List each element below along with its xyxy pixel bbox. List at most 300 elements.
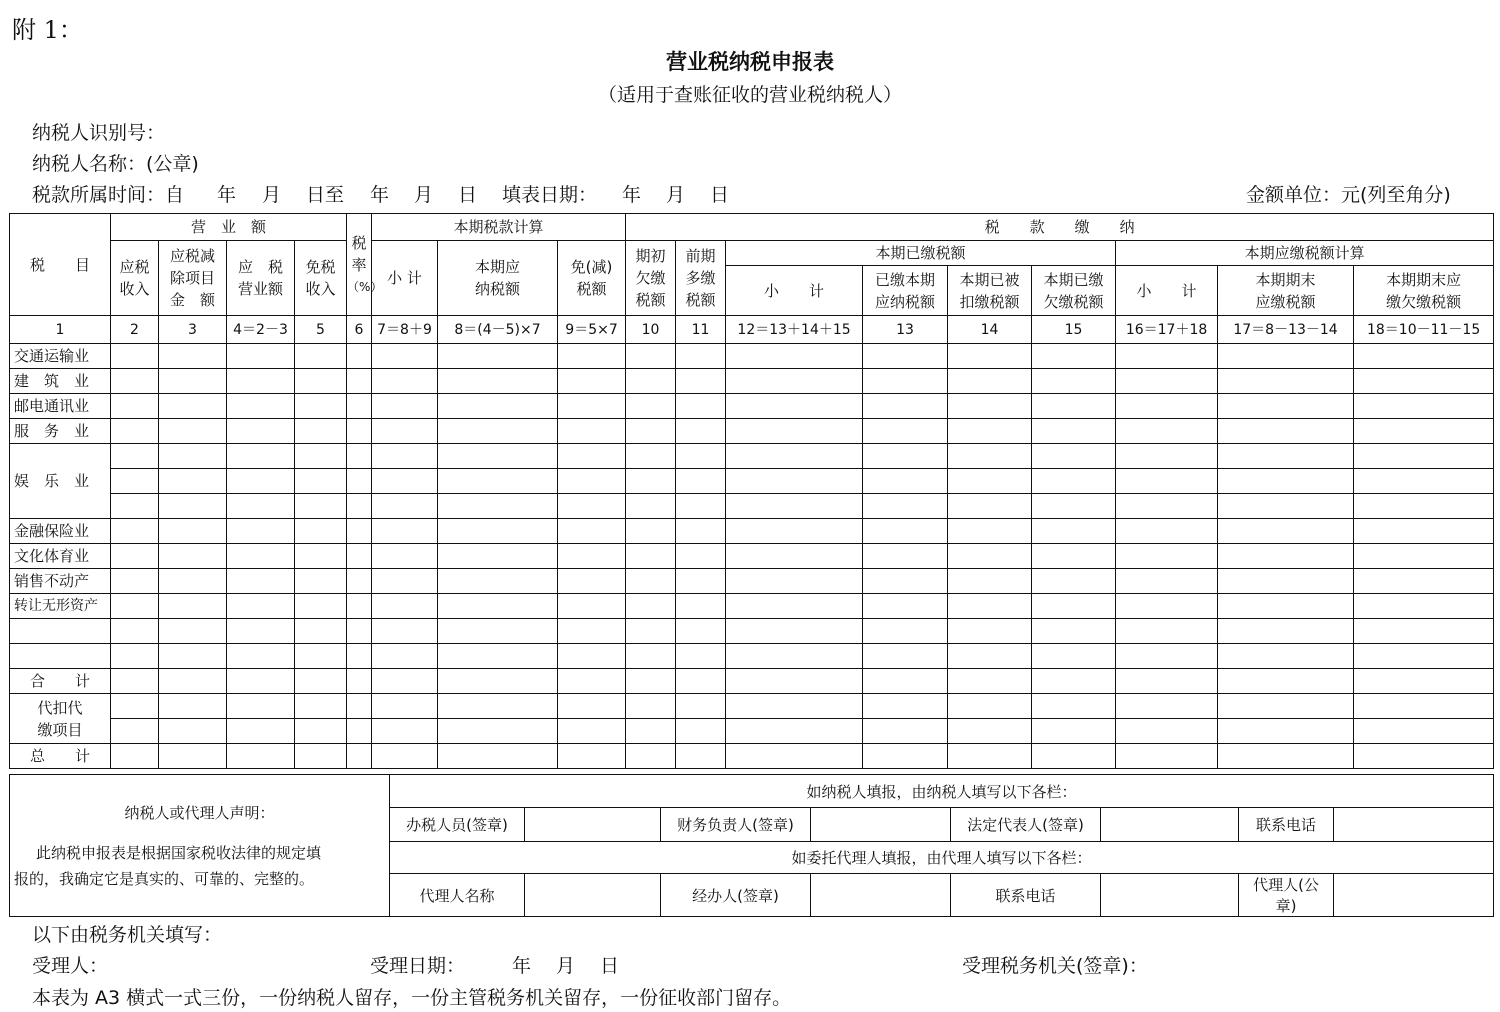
table-cell[interactable] bbox=[626, 594, 676, 619]
table-row bbox=[10, 519, 1494, 544]
table-cell[interactable] bbox=[347, 619, 372, 644]
table-cell[interactable] bbox=[1116, 494, 1218, 519]
table-cell[interactable] bbox=[1116, 519, 1218, 544]
table-cell[interactable] bbox=[626, 619, 676, 644]
table-cell[interactable] bbox=[863, 619, 948, 644]
table-cell[interactable] bbox=[1116, 719, 1218, 744]
table-cell[interactable] bbox=[1218, 644, 1354, 669]
table-cell[interactable] bbox=[227, 494, 295, 519]
table-cell[interactable] bbox=[1354, 469, 1494, 494]
table-cell[interactable] bbox=[1218, 569, 1354, 594]
table-cell[interactable] bbox=[347, 444, 372, 469]
table-cell[interactable] bbox=[1032, 344, 1116, 369]
table-cell[interactable] bbox=[1218, 719, 1354, 744]
table-cell[interactable] bbox=[372, 619, 438, 644]
clerk-signature-field[interactable] bbox=[525, 808, 661, 842]
table-cell[interactable] bbox=[295, 544, 347, 569]
table-cell[interactable] bbox=[438, 519, 558, 544]
table-cell[interactable] bbox=[676, 494, 726, 519]
table-cell[interactable] bbox=[159, 594, 227, 619]
table-cell[interactable] bbox=[227, 594, 295, 619]
table-cell[interactable] bbox=[438, 694, 558, 719]
table-cell[interactable] bbox=[676, 644, 726, 669]
table-cell[interactable] bbox=[676, 744, 726, 769]
table-cell[interactable] bbox=[227, 669, 295, 694]
agent-name-field[interactable] bbox=[525, 874, 661, 917]
table-cell[interactable] bbox=[1354, 344, 1494, 369]
table-cell[interactable] bbox=[347, 744, 372, 769]
table-cell[interactable] bbox=[111, 444, 159, 469]
table-cell[interactable] bbox=[626, 344, 676, 369]
table-cell[interactable] bbox=[558, 369, 626, 394]
table-cell[interactable] bbox=[1032, 569, 1116, 594]
table-cell[interactable] bbox=[1032, 419, 1116, 444]
table-cell[interactable] bbox=[1218, 694, 1354, 719]
table-cell[interactable] bbox=[159, 744, 227, 769]
table-cell[interactable] bbox=[347, 469, 372, 494]
table-cell[interactable] bbox=[227, 694, 295, 719]
table-cell[interactable] bbox=[1032, 469, 1116, 494]
table-cell[interactable] bbox=[1032, 744, 1116, 769]
table-cell[interactable] bbox=[347, 694, 372, 719]
table-cell[interactable] bbox=[1032, 519, 1116, 544]
table-cell[interactable] bbox=[726, 594, 863, 619]
table-cell[interactable] bbox=[111, 494, 159, 519]
table-cell[interactable] bbox=[626, 719, 676, 744]
table-cell[interactable] bbox=[863, 569, 948, 594]
table-cell[interactable] bbox=[372, 669, 438, 694]
table-cell[interactable] bbox=[726, 444, 863, 469]
table-cell[interactable] bbox=[948, 494, 1032, 519]
table-cell[interactable] bbox=[438, 644, 558, 669]
table-cell[interactable] bbox=[1116, 619, 1218, 644]
table-cell[interactable] bbox=[1032, 694, 1116, 719]
table-cell[interactable] bbox=[948, 569, 1032, 594]
table-cell[interactable] bbox=[295, 694, 347, 719]
legal-rep-signature-field[interactable] bbox=[1101, 808, 1239, 842]
table-cell[interactable] bbox=[372, 744, 438, 769]
table-cell[interactable] bbox=[948, 719, 1032, 744]
table-cell[interactable] bbox=[726, 369, 863, 394]
table-cell[interactable] bbox=[1218, 419, 1354, 444]
table-cell[interactable] bbox=[295, 469, 347, 494]
table-cell[interactable] bbox=[438, 444, 558, 469]
handler-signature-field[interactable] bbox=[811, 874, 951, 917]
table-cell[interactable] bbox=[1218, 669, 1354, 694]
table-cell[interactable] bbox=[1218, 444, 1354, 469]
table-cell[interactable] bbox=[626, 644, 676, 669]
table-cell[interactable] bbox=[676, 394, 726, 419]
table-cell[interactable] bbox=[558, 569, 626, 594]
table-cell[interactable] bbox=[1218, 394, 1354, 419]
table-cell[interactable] bbox=[1354, 369, 1494, 394]
table-cell[interactable] bbox=[347, 419, 372, 444]
table-cell[interactable] bbox=[726, 544, 863, 569]
table-cell[interactable] bbox=[558, 694, 626, 719]
table-cell[interactable] bbox=[1218, 594, 1354, 619]
table-cell[interactable] bbox=[159, 519, 227, 544]
table-cell[interactable] bbox=[227, 744, 295, 769]
table-cell[interactable] bbox=[295, 369, 347, 394]
table-cell[interactable] bbox=[1116, 744, 1218, 769]
table-cell[interactable] bbox=[1032, 644, 1116, 669]
table-cell[interactable] bbox=[948, 619, 1032, 644]
table-cell[interactable] bbox=[159, 719, 227, 744]
table-cell[interactable] bbox=[159, 544, 227, 569]
table-cell[interactable] bbox=[347, 369, 372, 394]
table-cell[interactable] bbox=[159, 469, 227, 494]
table-cell[interactable] bbox=[111, 344, 159, 369]
table-cell[interactable] bbox=[948, 744, 1032, 769]
table-cell[interactable] bbox=[558, 544, 626, 569]
table-cell[interactable] bbox=[626, 544, 676, 569]
table-cell[interactable] bbox=[863, 644, 948, 669]
table-cell[interactable] bbox=[372, 394, 438, 419]
table-cell[interactable] bbox=[948, 469, 1032, 494]
table-cell[interactable] bbox=[726, 469, 863, 494]
table-cell[interactable] bbox=[111, 544, 159, 569]
table-cell[interactable] bbox=[626, 444, 676, 469]
table-cell[interactable] bbox=[111, 369, 159, 394]
table-cell[interactable] bbox=[1218, 744, 1354, 769]
table-cell[interactable] bbox=[295, 744, 347, 769]
table-cell[interactable] bbox=[676, 344, 726, 369]
table-cell[interactable] bbox=[726, 344, 863, 369]
table-cell[interactable] bbox=[726, 569, 863, 594]
table-cell[interactable] bbox=[626, 394, 676, 419]
table-cell[interactable] bbox=[111, 569, 159, 594]
table-cell[interactable] bbox=[558, 344, 626, 369]
table-cell[interactable] bbox=[1354, 569, 1494, 594]
table-cell[interactable] bbox=[1354, 394, 1494, 419]
table-cell[interactable] bbox=[948, 644, 1032, 669]
table-cell[interactable] bbox=[558, 744, 626, 769]
table-cell[interactable] bbox=[558, 519, 626, 544]
table-cell[interactable] bbox=[676, 469, 726, 494]
table-cell[interactable] bbox=[347, 519, 372, 544]
table-cell[interactable] bbox=[863, 494, 948, 519]
table-cell[interactable] bbox=[227, 469, 295, 494]
table-cell[interactable] bbox=[1354, 669, 1494, 694]
table-cell[interactable] bbox=[438, 369, 558, 394]
table-cell[interactable] bbox=[1218, 619, 1354, 644]
table-cell[interactable] bbox=[1354, 544, 1494, 569]
table-cell[interactable] bbox=[948, 344, 1032, 369]
table-cell[interactable] bbox=[347, 494, 372, 519]
table-cell[interactable] bbox=[1116, 394, 1218, 419]
row-label-total: 合 计 bbox=[10, 669, 111, 694]
table-cell[interactable] bbox=[372, 444, 438, 469]
table-cell[interactable] bbox=[438, 669, 558, 694]
table-cell[interactable] bbox=[111, 419, 159, 444]
table-cell[interactable] bbox=[438, 469, 558, 494]
table-cell[interactable] bbox=[863, 369, 948, 394]
table-cell[interactable] bbox=[227, 369, 295, 394]
table-cell[interactable] bbox=[347, 394, 372, 419]
table-cell[interactable] bbox=[626, 469, 676, 494]
table-cell[interactable] bbox=[1354, 744, 1494, 769]
table-cell[interactable] bbox=[726, 494, 863, 519]
finance-head-signature-field[interactable] bbox=[811, 808, 951, 842]
table-cell[interactable] bbox=[626, 569, 676, 594]
table-cell[interactable] bbox=[438, 419, 558, 444]
table-cell[interactable] bbox=[676, 719, 726, 744]
table-cell[interactable] bbox=[726, 419, 863, 444]
table-cell[interactable] bbox=[295, 719, 347, 744]
table-cell[interactable] bbox=[1116, 469, 1218, 494]
table-cell[interactable] bbox=[1116, 369, 1218, 394]
table-cell[interactable] bbox=[676, 369, 726, 394]
table-cell[interactable] bbox=[372, 494, 438, 519]
table-cell[interactable] bbox=[726, 744, 863, 769]
table-cell[interactable] bbox=[227, 569, 295, 594]
table-cell[interactable] bbox=[726, 519, 863, 544]
table-cell[interactable] bbox=[227, 344, 295, 369]
table-cell[interactable] bbox=[372, 569, 438, 594]
table-cell[interactable] bbox=[347, 594, 372, 619]
table-cell[interactable] bbox=[111, 719, 159, 744]
table-cell[interactable] bbox=[111, 744, 159, 769]
table-cell[interactable] bbox=[111, 519, 159, 544]
table-cell[interactable] bbox=[227, 719, 295, 744]
table-cell[interactable] bbox=[1218, 344, 1354, 369]
table-cell[interactable] bbox=[948, 694, 1032, 719]
table-cell[interactable] bbox=[1354, 519, 1494, 544]
table-cell[interactable] bbox=[863, 469, 948, 494]
table-cell[interactable] bbox=[726, 619, 863, 644]
table-cell[interactable] bbox=[558, 419, 626, 444]
table-cell[interactable] bbox=[372, 519, 438, 544]
table-cell[interactable] bbox=[347, 719, 372, 744]
table-cell[interactable] bbox=[295, 594, 347, 619]
table-cell[interactable] bbox=[863, 419, 948, 444]
table-cell[interactable] bbox=[558, 719, 626, 744]
table-cell[interactable] bbox=[111, 469, 159, 494]
table-cell[interactable] bbox=[372, 594, 438, 619]
table-cell[interactable] bbox=[863, 744, 948, 769]
table-cell[interactable] bbox=[626, 369, 676, 394]
table-cell[interactable] bbox=[1032, 394, 1116, 419]
table-cell[interactable] bbox=[227, 394, 295, 419]
table-cell[interactable] bbox=[227, 619, 295, 644]
fill-date-label: 填表日期： bbox=[502, 184, 598, 206]
table-cell[interactable] bbox=[295, 644, 347, 669]
table-cell[interactable] bbox=[1218, 369, 1354, 394]
table-cell[interactable] bbox=[863, 519, 948, 544]
table-cell[interactable] bbox=[347, 569, 372, 594]
table-cell[interactable] bbox=[372, 694, 438, 719]
table-cell[interactable] bbox=[558, 444, 626, 469]
table-cell[interactable] bbox=[1354, 444, 1494, 469]
table-cell[interactable] bbox=[372, 719, 438, 744]
table-cell[interactable] bbox=[438, 619, 558, 644]
table-cell[interactable] bbox=[438, 544, 558, 569]
agent-phone-field[interactable] bbox=[1101, 874, 1239, 917]
table-cell[interactable] bbox=[159, 444, 227, 469]
table-cell[interactable] bbox=[1032, 619, 1116, 644]
table-cell[interactable] bbox=[948, 519, 1032, 544]
table-cell[interactable] bbox=[626, 494, 676, 519]
table-cell[interactable] bbox=[227, 644, 295, 669]
table-cell[interactable] bbox=[948, 444, 1032, 469]
table-cell[interactable] bbox=[372, 369, 438, 394]
table-cell[interactable] bbox=[863, 669, 948, 694]
table-cell[interactable] bbox=[863, 594, 948, 619]
table-cell[interactable] bbox=[726, 644, 863, 669]
table-cell[interactable] bbox=[948, 394, 1032, 419]
table-cell[interactable] bbox=[676, 669, 726, 694]
table-cell[interactable] bbox=[1116, 444, 1218, 469]
table-cell[interactable] bbox=[372, 644, 438, 669]
table-cell[interactable] bbox=[438, 494, 558, 519]
table-cell[interactable] bbox=[676, 694, 726, 719]
table-cell[interactable] bbox=[726, 694, 863, 719]
table-cell[interactable] bbox=[227, 519, 295, 544]
table-cell[interactable] bbox=[1354, 694, 1494, 719]
table-cell[interactable] bbox=[227, 419, 295, 444]
table-cell[interactable] bbox=[295, 519, 347, 544]
table-cell[interactable] bbox=[438, 744, 558, 769]
table-cell[interactable] bbox=[438, 394, 558, 419]
table-cell[interactable] bbox=[1354, 494, 1494, 519]
table-cell[interactable] bbox=[558, 644, 626, 669]
table-cell[interactable] bbox=[1218, 519, 1354, 544]
table-cell[interactable] bbox=[676, 569, 726, 594]
table-cell[interactable] bbox=[1354, 419, 1494, 444]
table-cell[interactable] bbox=[347, 644, 372, 669]
table-cell[interactable] bbox=[295, 394, 347, 419]
table-cell[interactable] bbox=[372, 344, 438, 369]
table-cell[interactable] bbox=[863, 344, 948, 369]
table-cell[interactable] bbox=[1032, 369, 1116, 394]
table-cell[interactable] bbox=[111, 694, 159, 719]
table-cell[interactable] bbox=[863, 694, 948, 719]
table-cell[interactable] bbox=[295, 344, 347, 369]
table-cell[interactable] bbox=[159, 644, 227, 669]
table-cell[interactable] bbox=[726, 394, 863, 419]
table-cell[interactable] bbox=[1116, 419, 1218, 444]
table-cell[interactable] bbox=[1032, 719, 1116, 744]
table-cell[interactable] bbox=[372, 469, 438, 494]
table-cell[interactable] bbox=[159, 419, 227, 444]
agent-seal-field[interactable] bbox=[1334, 874, 1494, 917]
table-cell[interactable] bbox=[111, 669, 159, 694]
table-cell[interactable] bbox=[111, 394, 159, 419]
table-cell[interactable] bbox=[295, 569, 347, 594]
table-cell[interactable] bbox=[626, 744, 676, 769]
table-cell[interactable] bbox=[558, 394, 626, 419]
table-cell[interactable] bbox=[227, 444, 295, 469]
table-cell[interactable] bbox=[1032, 669, 1116, 694]
table-cell[interactable] bbox=[1218, 494, 1354, 519]
table-cell[interactable] bbox=[1354, 619, 1494, 644]
table-cell[interactable] bbox=[1032, 494, 1116, 519]
table-cell[interactable] bbox=[863, 394, 948, 419]
table-cell[interactable] bbox=[558, 494, 626, 519]
table-cell[interactable] bbox=[726, 669, 863, 694]
table-cell[interactable] bbox=[558, 469, 626, 494]
table-cell[interactable] bbox=[676, 444, 726, 469]
table-cell[interactable] bbox=[1116, 644, 1218, 669]
table-cell[interactable] bbox=[726, 719, 863, 744]
table-cell[interactable] bbox=[347, 344, 372, 369]
table-cell[interactable] bbox=[1116, 669, 1218, 694]
table-cell[interactable] bbox=[948, 594, 1032, 619]
table-cell[interactable] bbox=[626, 694, 676, 719]
table-cell[interactable] bbox=[372, 419, 438, 444]
table-cell[interactable] bbox=[438, 569, 558, 594]
table-cell[interactable] bbox=[159, 369, 227, 394]
table-cell[interactable] bbox=[347, 544, 372, 569]
table-cell[interactable] bbox=[438, 719, 558, 744]
table-cell[interactable] bbox=[295, 444, 347, 469]
table-cell[interactable] bbox=[1218, 544, 1354, 569]
table-cell[interactable] bbox=[1218, 469, 1354, 494]
table-cell[interactable] bbox=[676, 519, 726, 544]
table-cell[interactable] bbox=[1032, 594, 1116, 619]
table-cell[interactable] bbox=[159, 394, 227, 419]
table-cell[interactable] bbox=[948, 419, 1032, 444]
table-cell[interactable] bbox=[676, 419, 726, 444]
table-cell[interactable] bbox=[159, 569, 227, 594]
table-cell[interactable] bbox=[1116, 569, 1218, 594]
phone-field[interactable] bbox=[1334, 808, 1494, 842]
table-cell[interactable] bbox=[159, 669, 227, 694]
table-cell[interactable] bbox=[863, 544, 948, 569]
table-cell[interactable] bbox=[1116, 344, 1218, 369]
table-cell[interactable] bbox=[159, 619, 227, 644]
table-cell[interactable] bbox=[1354, 719, 1494, 744]
table-cell[interactable] bbox=[295, 619, 347, 644]
table-cell[interactable] bbox=[1032, 544, 1116, 569]
table-cell[interactable] bbox=[159, 694, 227, 719]
table-cell[interactable] bbox=[676, 619, 726, 644]
table-cell[interactable] bbox=[626, 419, 676, 444]
table-cell[interactable] bbox=[1116, 594, 1218, 619]
table-cell[interactable] bbox=[159, 344, 227, 369]
table-cell[interactable] bbox=[111, 619, 159, 644]
table-cell[interactable] bbox=[1116, 694, 1218, 719]
table-cell[interactable] bbox=[558, 669, 626, 694]
table-cell[interactable] bbox=[438, 594, 558, 619]
table-cell[interactable] bbox=[438, 344, 558, 369]
table-cell[interactable] bbox=[295, 494, 347, 519]
table-cell[interactable] bbox=[111, 644, 159, 669]
table-cell[interactable] bbox=[676, 594, 726, 619]
table-cell[interactable] bbox=[626, 669, 676, 694]
table-cell[interactable] bbox=[626, 519, 676, 544]
table-cell[interactable] bbox=[863, 719, 948, 744]
table-cell[interactable] bbox=[159, 494, 227, 519]
table-cell[interactable] bbox=[295, 419, 347, 444]
table-cell[interactable] bbox=[1354, 644, 1494, 669]
table-cell[interactable] bbox=[111, 594, 159, 619]
table-cell[interactable] bbox=[1116, 544, 1218, 569]
table-cell[interactable] bbox=[948, 369, 1032, 394]
table-cell[interactable] bbox=[347, 669, 372, 694]
table-cell[interactable] bbox=[295, 669, 347, 694]
table-cell[interactable] bbox=[558, 594, 626, 619]
table-cell[interactable] bbox=[1032, 444, 1116, 469]
table-cell[interactable] bbox=[227, 544, 295, 569]
table-cell[interactable] bbox=[948, 669, 1032, 694]
table-cell[interactable] bbox=[863, 444, 948, 469]
table-cell[interactable] bbox=[948, 544, 1032, 569]
table-cell[interactable] bbox=[676, 544, 726, 569]
table-cell[interactable] bbox=[558, 619, 626, 644]
table-cell[interactable] bbox=[1354, 594, 1494, 619]
table-cell[interactable] bbox=[372, 544, 438, 569]
